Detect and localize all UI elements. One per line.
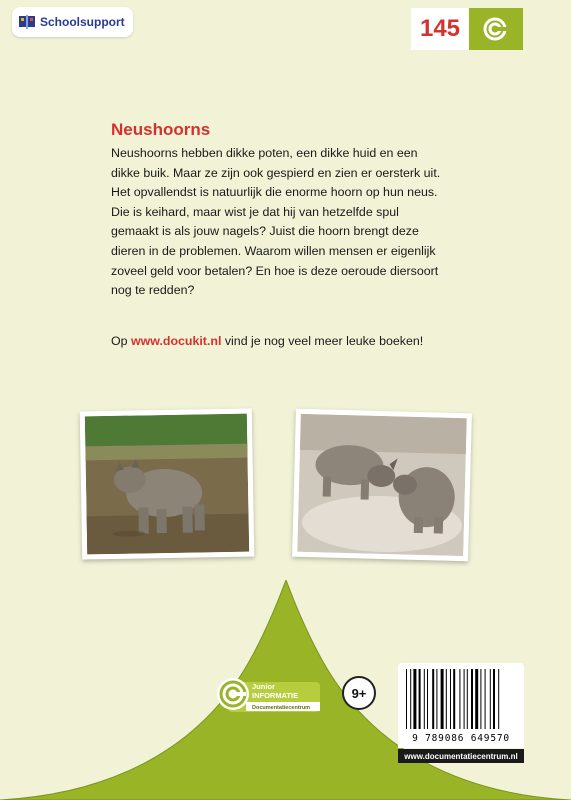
spiral-icon <box>483 17 507 41</box>
junior-line-3: Documentatiecentrum <box>252 705 311 711</box>
docukit-link[interactable]: www.docukit.nl <box>130 334 222 348</box>
barcode-bar <box>419 669 421 729</box>
barcode-bar <box>413 669 416 729</box>
barcode-bar <box>459 669 460 729</box>
promo-line <box>111 334 423 348</box>
barcode-bar <box>471 669 473 729</box>
schoolsupport-book-icon <box>18 14 36 30</box>
barcode-bar <box>432 669 434 729</box>
logo-text: Schoolsupport <box>40 15 125 29</box>
barcode-bar <box>498 669 499 729</box>
barcode-bars <box>398 663 524 733</box>
barcode-bar <box>464 669 465 729</box>
barcode-bar <box>446 669 447 729</box>
barcode-bar <box>450 669 451 729</box>
junior-line-1: Junior <box>252 682 275 691</box>
page-number: 145 <box>411 8 469 50</box>
page-number-badge <box>411 8 523 50</box>
barcode-bar <box>424 669 425 729</box>
description-text: Neushoorns hebben dikke poten, een dikke huid en een dikke buik. Maar ze zijn ook gespierd en zien er oersterk uit. Het opvallendst is natuurlijk die enorme hoorn op hun neus. Die is keihard, maar wist je dat hij van hetzelfde spul gemaakt is als jouw nagels? Juist die hoorn brengt deze dieren in de problemen. Waarom willen mensen er eigenlijk zoveel geld voor betalen? En hoe is deze oeroude diersoort nog te redden? <box>111 146 441 298</box>
website-url[interactable]: www.documentatiecentrum.nl <box>398 749 524 763</box>
junior-informatie-mark <box>216 676 322 714</box>
fighting-rhinos-photo <box>292 409 472 562</box>
barcode-bar <box>406 669 407 729</box>
barcode-bar <box>441 669 444 729</box>
junior-informatie-logo <box>216 676 322 714</box>
baby-rhino-image <box>85 414 249 555</box>
barcode-bar <box>453 669 455 729</box>
barcode-bar <box>485 669 486 729</box>
barcode-bar <box>410 669 411 729</box>
promo-prefix: Op <box>111 334 131 348</box>
baby-rhino-photo <box>80 409 255 560</box>
barcode-bar <box>467 669 468 729</box>
schoolsupport-logo <box>12 7 133 37</box>
promo-suffix: vind je nog veel meer leuke boeken! <box>221 334 424 348</box>
barcode-bar <box>493 669 495 729</box>
isbn-number: 9 789086 649570 <box>412 733 510 744</box>
barcode-bar <box>436 669 437 729</box>
barcode-bar <box>475 669 478 729</box>
barcode-bar <box>427 669 428 729</box>
barcode-bar <box>480 669 481 729</box>
barcode <box>398 663 524 748</box>
junior-line-2: INFORMATIE <box>252 691 299 700</box>
barcode-bar <box>490 669 491 729</box>
age-badge: 9+ <box>342 676 376 710</box>
page-title: Neushoorns <box>111 120 211 139</box>
fighting-rhinos-image <box>297 414 467 556</box>
